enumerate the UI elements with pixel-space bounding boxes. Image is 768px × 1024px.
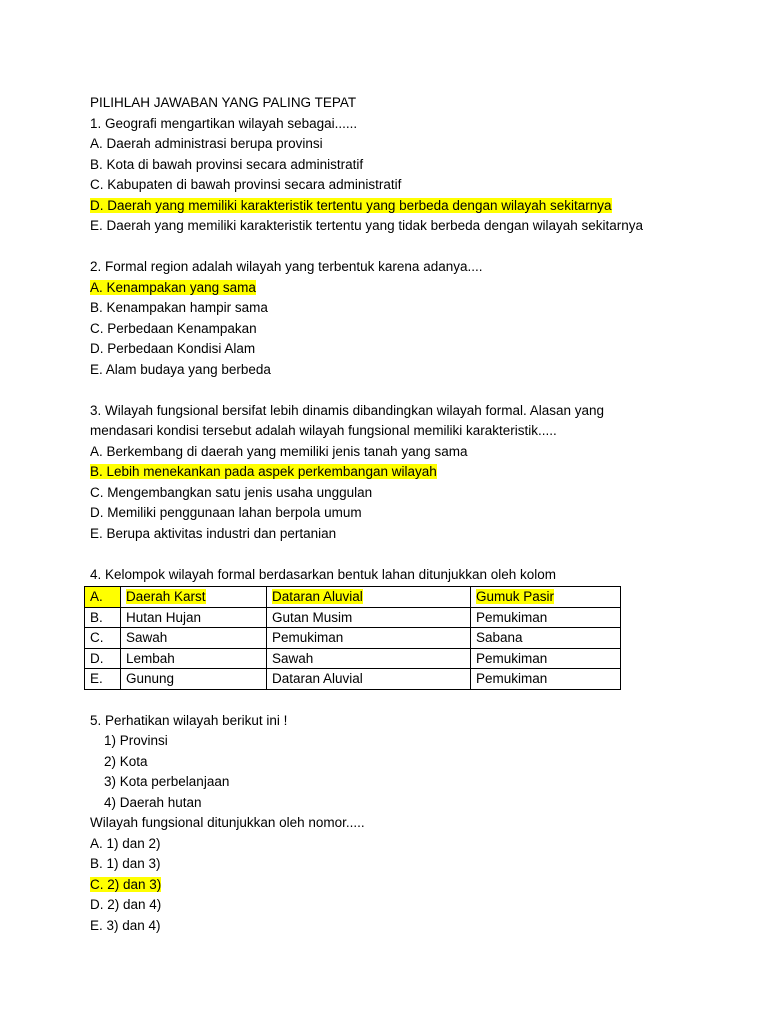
- table-cell: [471, 587, 621, 608]
- document-content: [90, 93, 690, 936]
- table-cell: Lembah: [121, 648, 267, 669]
- table-cell: Pemukiman: [471, 607, 621, 628]
- question-1: 1. Geografi mengartikan wilayah sebagai......: [90, 115, 358, 131]
- q5-item-4: 4) Daerah hutan: [104, 794, 202, 810]
- table-cell: D.: [85, 648, 121, 669]
- q1-option-a: A. Daerah administrasi berupa provinsi: [90, 136, 323, 151]
- q5-option-b: B. 1) dan 3): [90, 856, 161, 871]
- q5-option-d: D. 2) dan 4): [90, 897, 162, 912]
- q1-option-d-row: [90, 196, 690, 217]
- q5-prompt: Wilayah fungsional ditunjukkan oleh nomor.....: [90, 815, 365, 830]
- q5-option-c-highlighted: C. 2) dan 3): [90, 876, 162, 892]
- q3-option-c: C. Mengembangkan satu jenis usaha unggulan: [90, 484, 373, 500]
- table-row: [85, 607, 621, 628]
- spacer: [90, 380, 690, 401]
- q5-option-a: A. 1) dan 2): [90, 835, 161, 851]
- table-row: [85, 648, 621, 669]
- q1-option-b: B. Kota di bawah provinsi secara administratif: [90, 156, 364, 172]
- table-cell: [267, 587, 471, 608]
- table-cell-highlighted: Dataran Aluvial: [272, 589, 363, 604]
- q2-option-b: B. Kenampakan hampir sama: [90, 300, 268, 315]
- spacer: [90, 544, 690, 565]
- table-cell: Pemukiman: [471, 648, 621, 669]
- table-cell: Sawah: [121, 628, 267, 649]
- table-row: [85, 628, 621, 649]
- table-cell: Pemukiman: [267, 628, 471, 649]
- q2-option-a-highlighted: A. Kenampakan yang sama: [90, 279, 256, 295]
- table-cell: [121, 587, 267, 608]
- question-3-line-1: 3. Wilayah fungsional bersifat lebih dinamis dibandingkan wilayah formal. Alasan yang: [90, 402, 605, 418]
- table-row: [85, 669, 621, 690]
- table-cell: Gutan Musim: [267, 607, 471, 628]
- q3-option-b-highlighted: B. Lebih menekankan pada aspek perkembangan wilayah: [90, 464, 437, 479]
- table-cell: B.: [85, 607, 121, 628]
- q2-option-e: E. Alam budaya yang berbeda: [90, 361, 271, 377]
- question-2: 2. Formal region adalah wilayah yang terbentuk karena adanya....: [90, 259, 483, 274]
- question-5: 5. Perhatikan wilayah berikut ini !: [90, 712, 288, 728]
- table-cell: Sabana: [471, 628, 621, 649]
- q3-option-b-row: [90, 462, 690, 483]
- page-title: PILIHLAH JAWABAN YANG PALING TEPAT: [90, 95, 357, 110]
- q2-option-d: D. Perbedaan Kondisi Alam: [90, 341, 256, 356]
- q5-item-1: 1) Provinsi: [104, 733, 168, 748]
- q5-option-e: E. 3) dan 4): [90, 917, 161, 933]
- q3-option-e: E. Berupa aktivitas industri dan pertanian: [90, 525, 337, 541]
- question-4: 4. Kelompok wilayah formal berdasarkan bentuk lahan ditunjukkan oleh kolom: [90, 566, 557, 582]
- q1-option-d-highlighted: D. Daerah yang memiliki karakteristik tertentu yang berbeda dengan wilayah sekitarnya: [90, 197, 612, 213]
- table-cell: E.: [85, 669, 121, 690]
- table-cell: Sawah: [267, 648, 471, 669]
- q3-option-a: A. Berkembang di daerah yang memiliki jenis tanah yang sama: [90, 443, 468, 459]
- table-cell: Pemukiman: [471, 669, 621, 690]
- q2-option-a-row: [90, 278, 690, 299]
- q4-options-table: [84, 586, 621, 690]
- table-cell: A.: [85, 587, 121, 608]
- q5-item-2: 2) Kota: [104, 753, 148, 769]
- table-cell: Gunung: [121, 669, 267, 690]
- table-cell: Hutan Hujan: [121, 607, 267, 628]
- q2-option-c: C. Perbedaan Kenampakan: [90, 320, 257, 336]
- spacer: [90, 237, 690, 258]
- table-cell-highlighted: Gumuk Pasir: [476, 589, 555, 604]
- q1-option-e: E. Daerah yang memiliki karakteristik tertentu yang tidak berbeda dengan wilayah sekitarnya: [90, 218, 644, 233]
- q3-option-d: D. Memiliki penggunaan lahan berpola umum: [90, 505, 362, 520]
- q1-option-c: C. Kabupaten di bawah provinsi secara administratif: [90, 177, 402, 192]
- table-row: [85, 587, 621, 608]
- question-3-line-2: mendasari kondisi tersebut adalah wilayah fungsional memiliki karakteristik.....: [90, 423, 557, 438]
- q5-item-3: 3) Kota perbelanjaan: [104, 774, 230, 789]
- table-cell: Dataran Aluvial: [267, 669, 471, 690]
- q5-option-c-row: [90, 875, 690, 896]
- table-cell: C.: [85, 628, 121, 649]
- table-cell-highlighted: Daerah Karst: [126, 589, 206, 604]
